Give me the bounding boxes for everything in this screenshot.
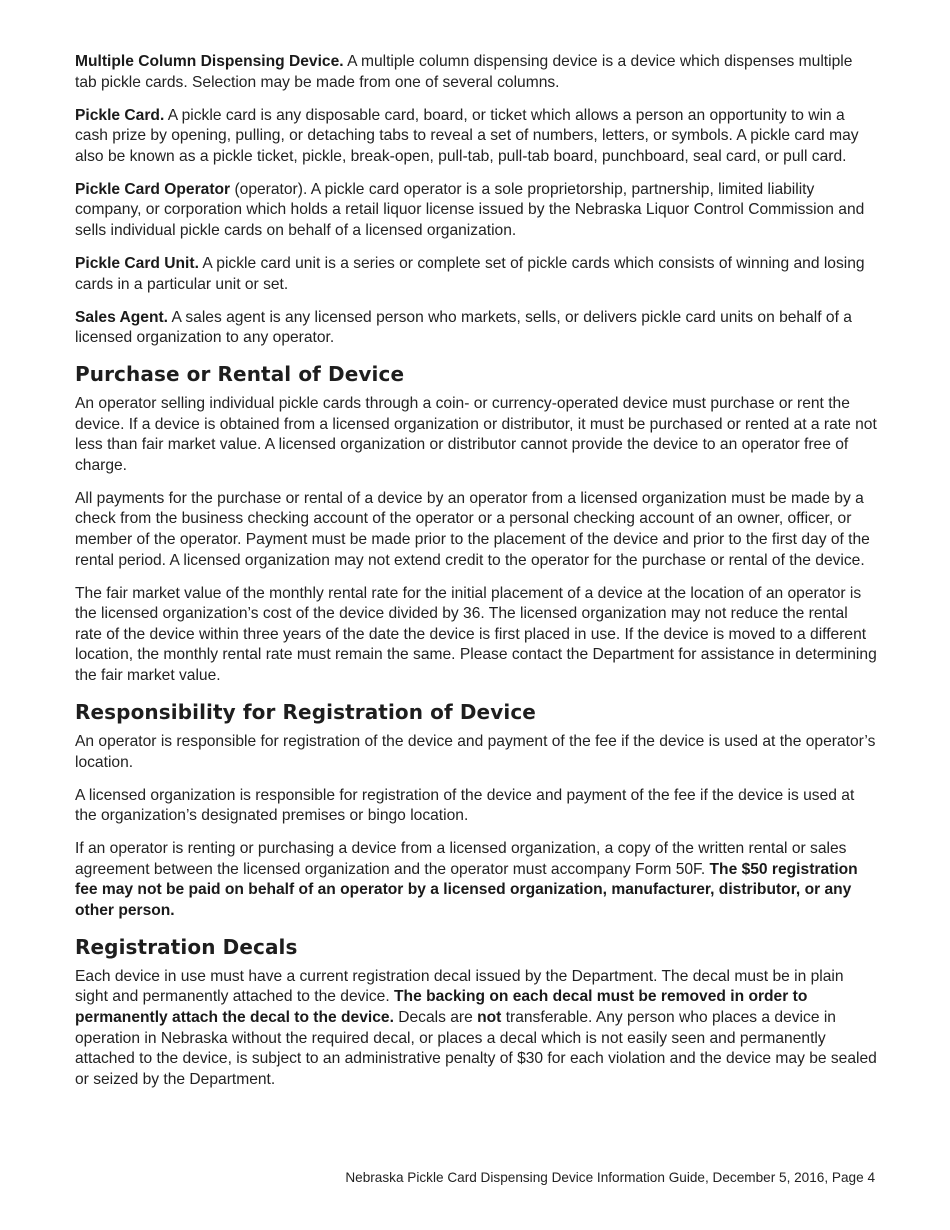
definition-multiple-column-device bbox=[75, 52, 877, 93]
definition-term: Pickle Card Unit. bbox=[75, 254, 199, 272]
paragraph-text: If an operator is renting or purchasing a device from a licensed organization, a copy of the written rental or sales agreement between the licensed organization and the operator must accompany Form 50F. bbox=[75, 840, 847, 878]
purchase-paragraph-1: An operator selling individual pickle cards through a coin- or currency-operated device must purchase or rent the device. If a device is obtained from a licensed organization or distributor, it must be purchased or rented at a rate not less than fair market value. A licensed organization or distributor cannot provide the device to an operator free of charge. bbox=[75, 395, 877, 474]
definition-pickle-card-unit bbox=[75, 254, 877, 295]
paragraph-bold-text: The backing on each decal must be removed in order to permanently attach the decal to the device. bbox=[75, 988, 808, 1027]
decals-paragraph bbox=[75, 967, 877, 1091]
definition-text: (operator). A pickle card operator is a sole proprietorship, partnership, limited liability company, or corporation which holds a retail liquor license issued by the Nebraska Liquor Control Commission and sells individual pickle cards on behalf of a licensed organization. bbox=[75, 180, 865, 239]
page-footer: Nebraska Pickle Card Dispensing Device Information Guide, December 5, 2016, Page 4 bbox=[345, 1170, 875, 1185]
definition-text: A sales agent is any licensed person who markets, sells, or delivers pickle card units on behalf of a licensed organization to any operator. bbox=[75, 308, 852, 347]
responsibility-paragraph-1: An operator is responsible for registration of the device and payment of the fee if the device is used at the operator’s location. bbox=[75, 732, 876, 771]
document-page bbox=[75, 52, 877, 1103]
responsibility-paragraph-3 bbox=[75, 839, 877, 921]
definition-term: Sales Agent. bbox=[75, 308, 169, 326]
definition-term: Pickle Card. bbox=[75, 106, 165, 124]
definition-term: Multiple Column Dispensing Device. bbox=[75, 53, 344, 70]
section-heading-purchase: Purchase or Rental of Device bbox=[75, 362, 405, 387]
definition-text: A pickle card is any disposable card, board, or ticket which allows a person an opportunity to win a cash prize by opening, pulling, or detaching tabs to reveal a set of numbers, letters, or symbols. A pickle card may also be known as a pickle ticket, pickle, break-open, pull-tab, pull-tab board, punchboard, seal card, or pull card. bbox=[75, 106, 859, 165]
definition-pickle-card-operator bbox=[75, 180, 877, 242]
section-heading-decals: Registration Decals bbox=[75, 934, 298, 959]
definition-term: Pickle Card Operator bbox=[75, 180, 231, 198]
paragraph-text: transferable. Any person who places a device in operation in Nebraska without the required decal, or places a decal which is not easily seen and permanently attached to the device, is subject to an administrative penalty of $30 for each violation and the device may be sealed or seized by the Department. bbox=[75, 1009, 877, 1088]
definition-text: A multiple column dispensing device is a device which dispenses multiple tab pickle cards. Selection may be made from one of several columns. bbox=[75, 53, 853, 91]
paragraph-bold-text: The $50 registration fee may not be paid on behalf of an operator by a licensed organization, manufacturer, distributor, or any other person. bbox=[75, 860, 858, 919]
paragraph-text: Decals are bbox=[393, 1009, 478, 1027]
definition-pickle-card bbox=[75, 106, 877, 168]
paragraph-bold-not: not bbox=[477, 1009, 502, 1027]
purchase-paragraph-2: All payments for the purchase or rental of a device by an operator from a licensed organization must be made by a check from the business checking account of the operator or a personal checking account of an owner, officer, or member of the operator. Payment must be made prior to the placement of the device and prior to the first day of the rental period. A licensed organization may not extend credit to the operator for the purchase or rental of the device. bbox=[75, 489, 870, 569]
definition-text: A pickle card unit is a series or complete set of pickle cards which consists of winning and losing cards in a particular unit or set. bbox=[75, 254, 865, 293]
definition-sales-agent bbox=[75, 308, 877, 349]
paragraph-text: Each device in use must have a current registration decal issued by the Department. The decal must be in plain sight and permanently attached to the device. bbox=[75, 967, 844, 1006]
purchase-paragraph-3: The fair market value of the monthly rental rate for the initial placement of a device at the location of an operator is the licensed organization’s cost of the device divided by 36. The licensed organization may not reduce the rental rate of the device within three years of the date the device is first placed in use. If the device is moved to a different location, the monthly rental rate must remain the same. Please contact the Department for assistance in determining the fair market value. bbox=[75, 584, 877, 684]
responsibility-paragraph-2: A licensed organization is responsible for registration of the device and payment of the fee if the device is used at the organization’s designated premises or bingo location. bbox=[75, 786, 855, 825]
section-heading-responsibility: Responsibility for Registration of Device bbox=[75, 699, 536, 724]
